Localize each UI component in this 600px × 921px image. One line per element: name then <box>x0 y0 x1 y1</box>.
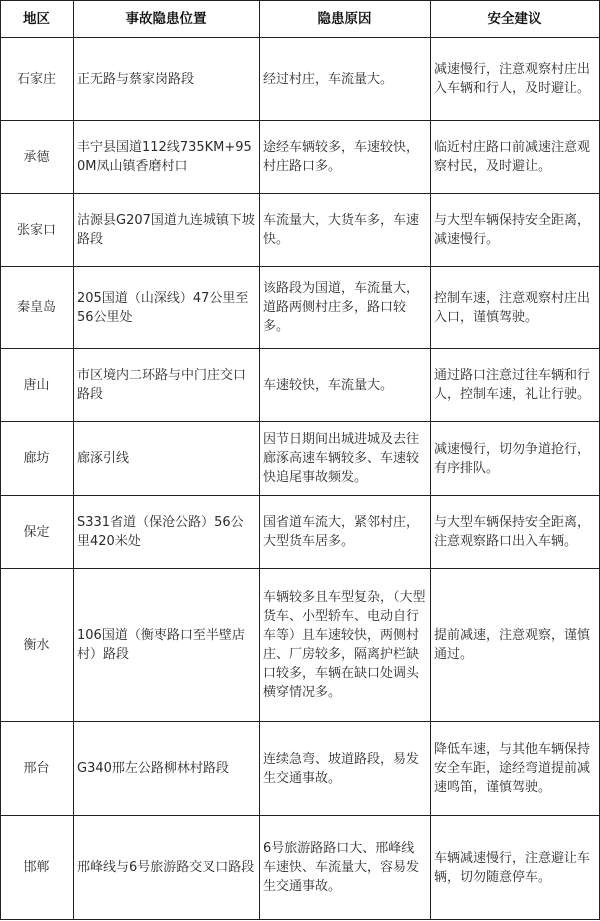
cell-location: S331省道（保沧公路）56公里420米处 <box>74 496 260 569</box>
cell-region: 邢台 <box>1 722 74 816</box>
cell-reason: 车速较快，车流量大。 <box>260 349 431 422</box>
header-region: 地区 <box>1 1 74 38</box>
cell-location: 205国道（山深线）47公里至56公里处 <box>74 267 260 349</box>
cell-advice: 减速慢行，注意观察村庄出入车辆和行人，及时避让。 <box>431 38 600 121</box>
cell-advice: 通过路口注意过往车辆和行人，控制车速，礼让行驶。 <box>431 349 600 422</box>
cell-reason: 国省道车流大，紧邻村庄，大型货车居多。 <box>260 496 431 569</box>
cell-advice: 与大型车辆保持安全距离，减速慢行。 <box>431 194 600 267</box>
table-row <box>1 349 600 422</box>
table-row <box>1 569 600 722</box>
cell-advice: 临近村庄路口前减速注意观察村民，及时避让。 <box>431 121 600 194</box>
cell-reason: 车流量大，大货车多，车速快。 <box>260 194 431 267</box>
table-row <box>1 816 600 920</box>
header-row <box>1 1 600 38</box>
cell-advice: 降低车速，与其他车辆保持安全车距，途经弯道提前减速鸣笛，谨慎驾驶。 <box>431 722 600 816</box>
cell-advice: 与大型车辆保持安全距离，注意观察路口出入车辆。 <box>431 496 600 569</box>
cell-region: 张家口 <box>1 194 74 267</box>
cell-location: G340邢左公路柳林村路段 <box>74 722 260 816</box>
cell-region: 石家庄 <box>1 38 74 121</box>
cell-location: 邢峰线与6号旅游路交叉口路段 <box>74 816 260 920</box>
cell-location: 沽源县G207国道九连城镇下坡路段 <box>74 194 260 267</box>
cell-reason: 因节日期间出城进城及去往廊涿高速车辆较多、车速较快追尾事故频发。 <box>260 422 431 496</box>
cell-region: 唐山 <box>1 349 74 422</box>
cell-location: 廊涿引线 <box>74 422 260 496</box>
table-row <box>1 422 600 496</box>
cell-location: 丰宁县国道112线735KM+950M凤山镇香磨村口 <box>74 121 260 194</box>
table-row <box>1 267 600 349</box>
cell-advice: 车辆减速慢行，注意避让车辆，切勿随意停车。 <box>431 816 600 920</box>
cell-location: 市区境内二环路与中门庄交口路段 <box>74 349 260 422</box>
cell-region: 廊坊 <box>1 422 74 496</box>
cell-advice: 控制车速，注意观察村庄出入口，谨慎驾驶。 <box>431 267 600 349</box>
cell-region: 保定 <box>1 496 74 569</box>
cell-reason: 途经车辆较多，车速较快，村庄路口多。 <box>260 121 431 194</box>
cell-reason: 连续急弯、坡道路段，易发生交通事故。 <box>260 722 431 816</box>
cell-region: 承德 <box>1 121 74 194</box>
cell-reason: 6号旅游路路口大、邢峰线车速快、车流量大，容易发生交通事故。 <box>260 816 431 920</box>
cell-region: 秦皇岛 <box>1 267 74 349</box>
header-location: 事故隐患位置 <box>74 1 260 38</box>
cell-location: 正无路与蔡家岗路段 <box>74 38 260 121</box>
header-advice: 安全建议 <box>431 1 600 38</box>
cell-region: 邯郸 <box>1 816 74 920</box>
table-row <box>1 194 600 267</box>
table-row <box>1 121 600 194</box>
table-row <box>1 722 600 816</box>
header-reason: 隐患原因 <box>260 1 431 38</box>
cell-advice: 减速慢行，切勿争道抢行，有序排队。 <box>431 422 600 496</box>
cell-region: 衡水 <box>1 569 74 722</box>
table-row <box>1 38 600 121</box>
cell-location: 106国道（衡枣路口至半壁店村）路段 <box>74 569 260 722</box>
cell-reason: 车辆较多且车型复杂，（大型货车、小型轿车、电动自行车等）且车速较快，两侧村庄、厂房较多，隔离护栏缺口较多，车辆在缺口处调头横穿情况多。 <box>260 569 431 722</box>
cell-reason: 经过村庄，车流量大。 <box>260 38 431 121</box>
cell-advice: 提前减速，注意观察，谨慎通过。 <box>431 569 600 722</box>
cell-reason: 该路段为国道，车流量大，道路两侧村庄多，路口较多。 <box>260 267 431 349</box>
table-row <box>1 496 600 569</box>
